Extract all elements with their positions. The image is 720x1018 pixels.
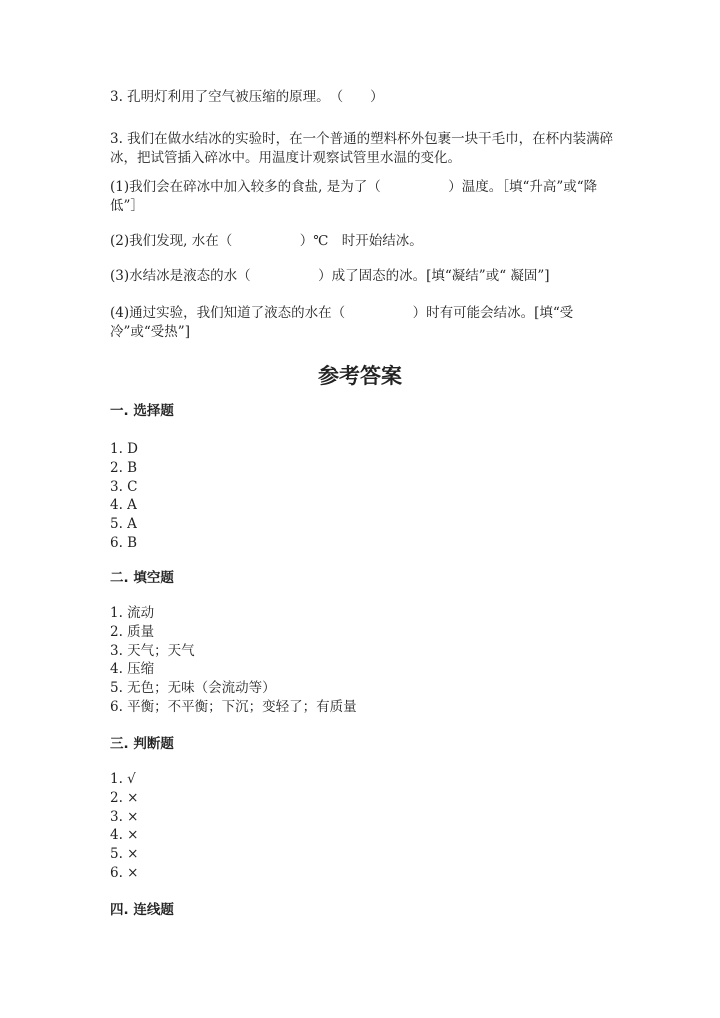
section-heading-judge: 三. 判断题: [110, 736, 174, 752]
sub-question-2: (2)我们发现, 水在（ ）℃ 时开始结冰。: [110, 233, 423, 249]
answer-item: 5. A: [110, 516, 137, 533]
answer-item: 1. √: [110, 771, 136, 787]
answer-item: 6. 平衡；不平衡；下沉；变轻了；有质量: [110, 698, 357, 715]
answer-item: 4. 压缩: [110, 661, 155, 678]
sub-question-1: (1)我们会在碎冰中加入较多的食盐, 是为了（ ）温度。［填“升高”或“降低”］: [110, 179, 598, 214]
answer-title: 参考答案: [318, 364, 402, 388]
answer-item: 3. C: [110, 478, 138, 495]
section-heading-fill: 二. 填空题: [110, 570, 174, 586]
question-3-lantern: 3. 孔明灯利用了空气被压缩的原理。 （ ）: [110, 89, 384, 105]
answer-item: 3. 天气；天气: [110, 642, 195, 659]
question-3-ice-experiment: 3. 我们在做水结冰的实验时，在一个普通的塑料杯外包裹一块干毛巾，在杯内装满碎冰，把试管插入碎冰中。用温度计观察试管里水温的变化。: [110, 131, 614, 166]
sub-question-4: (4)通过实验，我们知道了液态的水在（ ）时有可能会结冰。[填“受冷”或“受热”]: [110, 305, 574, 340]
answer-item: 3. ×: [110, 808, 139, 825]
answer-item: 2. 质量: [110, 623, 155, 640]
answer-item: 2. ×: [110, 789, 139, 806]
answer-item: 2. B: [110, 459, 138, 476]
answer-item: 1. 流动: [110, 605, 155, 621]
section-heading-matching: 四. 连线题: [110, 902, 174, 918]
answer-item: 4. A: [110, 497, 137, 514]
answer-item: 1. D: [110, 441, 138, 457]
answer-item: 6. ×: [110, 864, 139, 881]
answer-item: 5. ×: [110, 846, 139, 863]
answer-list-fill: [110, 604, 615, 717]
answer-item: 6. B: [110, 534, 138, 551]
sub-question-3: (3)水结冰是液态的水（ ）成了固态的冰。[填“凝结”或“ 凝固”]: [110, 268, 550, 284]
section-heading-choice: 一. 选择题: [110, 403, 174, 419]
answer-item: 4. ×: [110, 827, 139, 844]
answer-list-choice: [110, 440, 615, 553]
answer-item: 5. 无色；无味（会流动等）: [110, 680, 276, 697]
answer-list-judge: [110, 770, 615, 883]
